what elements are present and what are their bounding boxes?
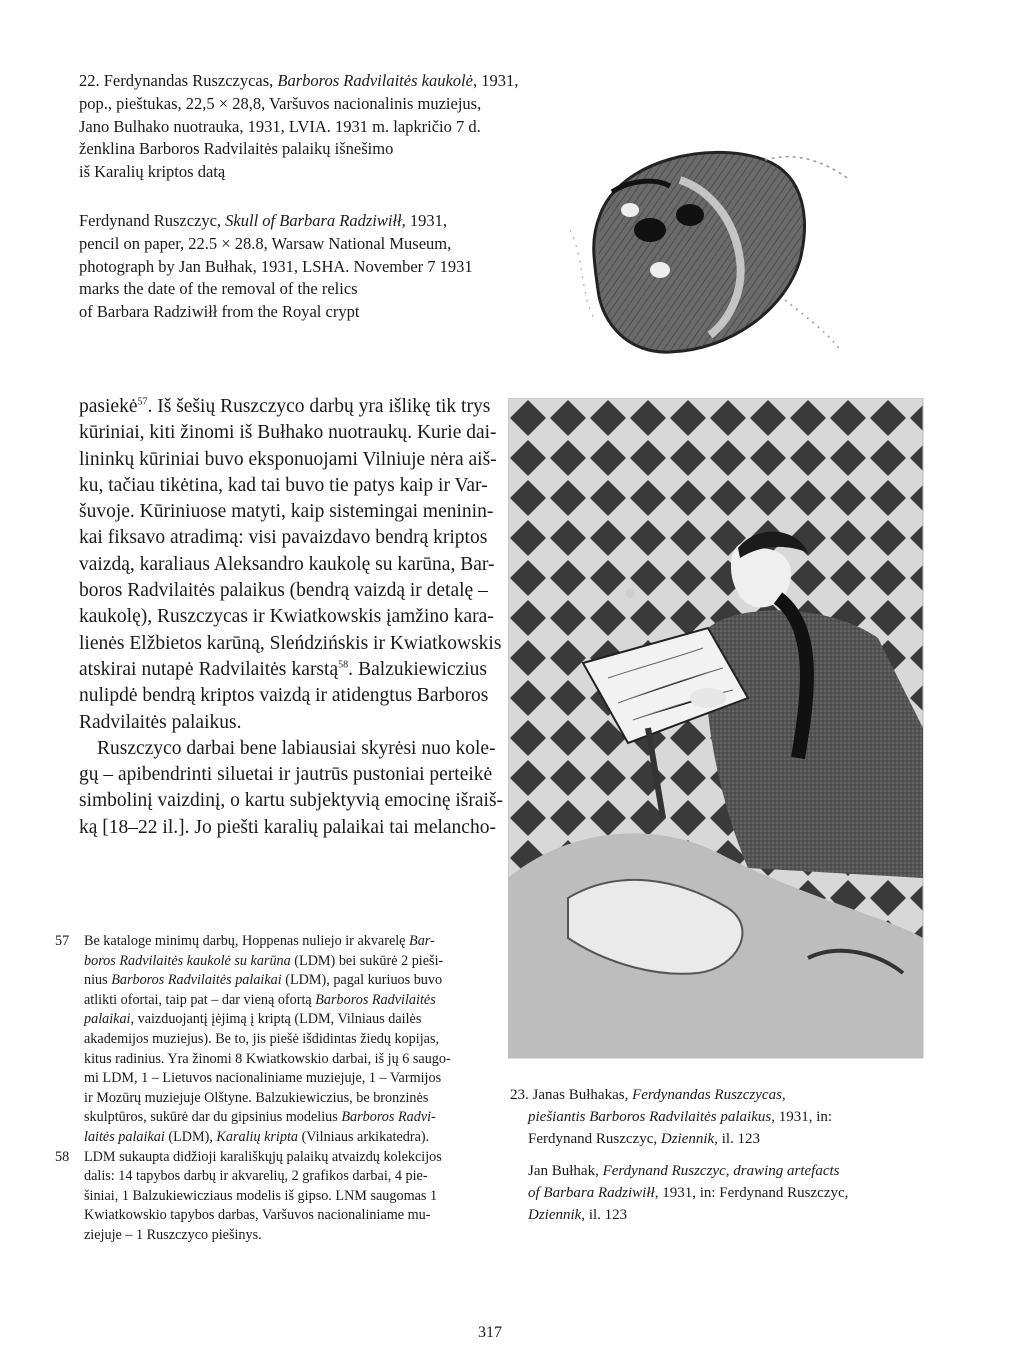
body-line: vaizdą, karaliaus Aleksandro kaukolę su karūna, Bar- bbox=[79, 553, 495, 575]
caption-line: 22. Ferdynandas Ruszczycas, Barboros Radvilaitės kaukolė, 1931, bbox=[79, 71, 519, 90]
body-line: ką [18–22 il.]. Jo piešti karalių palaikai tai melancho- bbox=[79, 816, 496, 838]
footnote-line: nius Barboros Radvilaitės palaikai (LDM), pagal kuriuos buvo bbox=[84, 972, 443, 989]
footnote-line: atlikti ofortai, taip pat – dar vieną ofortą Barboros Radvilaitės bbox=[84, 991, 436, 1008]
figure-22-caption-en bbox=[79, 210, 473, 324]
body-line: kai fiksavo atradimą: visi pavaizdavo bendrą kriptos bbox=[79, 527, 488, 549]
body-line: ku, tačiau tikėtina, kad tai buvo tie patys kaip ir Var- bbox=[79, 474, 488, 496]
footnote-line: ir Mozūrų muziejuje Olštyne. Balzukiewiczius, be bronzinės bbox=[84, 1089, 429, 1106]
caption-line: piešiantis Barboros Radvilaitės palaikus, 1931, in: bbox=[528, 1109, 833, 1125]
caption-line: Dziennik, il. 123 bbox=[528, 1207, 628, 1223]
body-line: pasiekė$^{57}$. Iš šešių Ruszczyco darbų yra išlikę tik trys bbox=[79, 396, 491, 417]
caption-line: Ferdynand Ruszczyc, Dziennik, il. 123 bbox=[528, 1131, 761, 1147]
footnote-line: laitės palaikai (LDM), Karalių kripta (Vilniaus arkikatedra). bbox=[84, 1128, 430, 1145]
footnote-57 bbox=[55, 932, 495, 1148]
body-line: boros Radvilaitės palaikus (bendrą vaizdą ir detalę – bbox=[79, 580, 488, 602]
caption-line: of Barbara Radziwiłł, 1931, in: Ferdynand Ruszczyc, bbox=[528, 1185, 849, 1201]
footnote-line: mi LDM, 1 – Lietuvos nacionaliniame muziejuje, 1 – Varmijos bbox=[84, 1070, 442, 1087]
footnote-number: 57 bbox=[55, 933, 70, 949]
footnote-line: ziejuje – 1 Ruszczyco piešinys. bbox=[84, 1226, 262, 1243]
body-line: lininkų kūriniai buvo eksponuojami Vilniuje nėra aiš- bbox=[79, 448, 497, 470]
caption-line: 23. Janas Bułhakas, Ferdynandas Ruszczycas, bbox=[510, 1087, 786, 1103]
footnote-line: LDM sukaupta didžioji karališkųjų palaikų atvaizdų kolekcijos bbox=[84, 1148, 442, 1165]
caption-line: pop., pieštukas, 22,5 × 28,8, Varšuvos nacionalinis muziejus, bbox=[79, 93, 482, 113]
body-line: lienės Elžbietos karūną, Sleńdzińskis ir Kwiatkowskis bbox=[79, 632, 502, 654]
figure-23-photograph bbox=[508, 398, 933, 1063]
body-line: Radvilaitės palaikus. bbox=[79, 711, 242, 733]
footnotes bbox=[55, 932, 495, 1246]
caption-line: ženklina Barboros Radvilaitės palaikų išnešimo bbox=[79, 139, 394, 159]
body-line: nulipdė bendrą kriptos vaizdą ir atidengtus Barboros bbox=[79, 685, 489, 707]
footnote-58 bbox=[55, 1148, 495, 1246]
body-line: šuvoje. Kūriniuose matyti, kaip sistemingai meninin- bbox=[79, 501, 494, 523]
caption-line: of Barbara Radziwiłł from the Royal crypt bbox=[79, 302, 360, 322]
caption-line: Jan Bułhak, Ferdynand Ruszczyc, drawing artefacts bbox=[528, 1163, 840, 1179]
caption-line: pencil on paper, 22.5 × 28.8, Warsaw National Museum, bbox=[79, 233, 452, 253]
footnote-line: palaikai, vaizduojantį įėjimą į kriptą (LDM, Vilniaus dailės bbox=[84, 1011, 422, 1028]
footnote-line: akademijos muziejus). Be to, jis piešė išdidintas žiedų kopijas, bbox=[84, 1030, 440, 1047]
footnote-line: skulptūros, sukūrė dar du gipsinius modelius Barboros Radvi- bbox=[84, 1109, 436, 1126]
footnote-line: Kwiatkowskio tapybos darbas, Varšuvos nacionaliniame mu- bbox=[84, 1207, 431, 1224]
figure-22-caption-lt bbox=[79, 70, 518, 184]
footnote-line: kitus radinius. Yra žinomi 8 Kwiatkowskio darbai, iš jų 6 saugo- bbox=[84, 1050, 451, 1067]
body-line: gų – apibendrinti siluetai ir jautrūs pustoniai perteikė bbox=[79, 764, 493, 786]
figure-23-caption-lt bbox=[510, 1084, 832, 1150]
footnote-line: šiniai, 1 Balzukiewicziaus modelis iš gipso. LNM saugomas 1 bbox=[84, 1187, 438, 1204]
caption-line: iš Karalių kriptos datą bbox=[79, 162, 226, 182]
caption-line: Jano Bulhako nuotrauka, 1931, LVIA. 1931 m. lapkričio 7 d. bbox=[79, 116, 481, 136]
figure-23-caption-en bbox=[510, 1160, 848, 1226]
body-line: Ruszczyco darbai bene labiausiai skyrėsi nuo kole- bbox=[97, 737, 496, 759]
footnote-line: dalis: 14 tapybos darbų ir akvarelių, 2 grafikos darbai, 4 pie- bbox=[84, 1168, 428, 1185]
caption-line: marks the date of the removal of the relics bbox=[79, 279, 358, 299]
page-number: 317 bbox=[478, 1324, 502, 1341]
body-line: kūriniai, kiti žinomi iš Bułhako nuotraukų. Kurie dai- bbox=[79, 422, 497, 444]
footnote-number: 58 bbox=[55, 1148, 70, 1165]
caption-line: photograph by Jan Bułhak, 1931, LSHA. November 7 1931 bbox=[79, 256, 473, 276]
body-line: simbolinį vaizdinį, o kartu subjektyvią emocinę išraiš- bbox=[79, 790, 504, 812]
caption-line: Ferdynand Ruszczyc, Skull of Barbara Radziwiłł, 1931, bbox=[79, 211, 448, 230]
body-line: atskirai nutapė Radvilaitės karstą$^{58}$. Balzukiewiczius bbox=[79, 658, 488, 680]
footnote-line: boros Radvilaitės kaukolė su karūna (LDM) bei sukūrė 2 pieši- bbox=[84, 952, 444, 969]
figure-22-skull-drawing bbox=[560, 120, 890, 380]
body-line: kaukolę), Ruszczycas ir Kwiatkowskis įamžino kara- bbox=[79, 606, 494, 628]
footnote-line: Be kataloge minimų darbų, Hoppenas nuliejo ir akvarelę Bar- bbox=[84, 933, 435, 949]
body-text bbox=[79, 394, 504, 841]
